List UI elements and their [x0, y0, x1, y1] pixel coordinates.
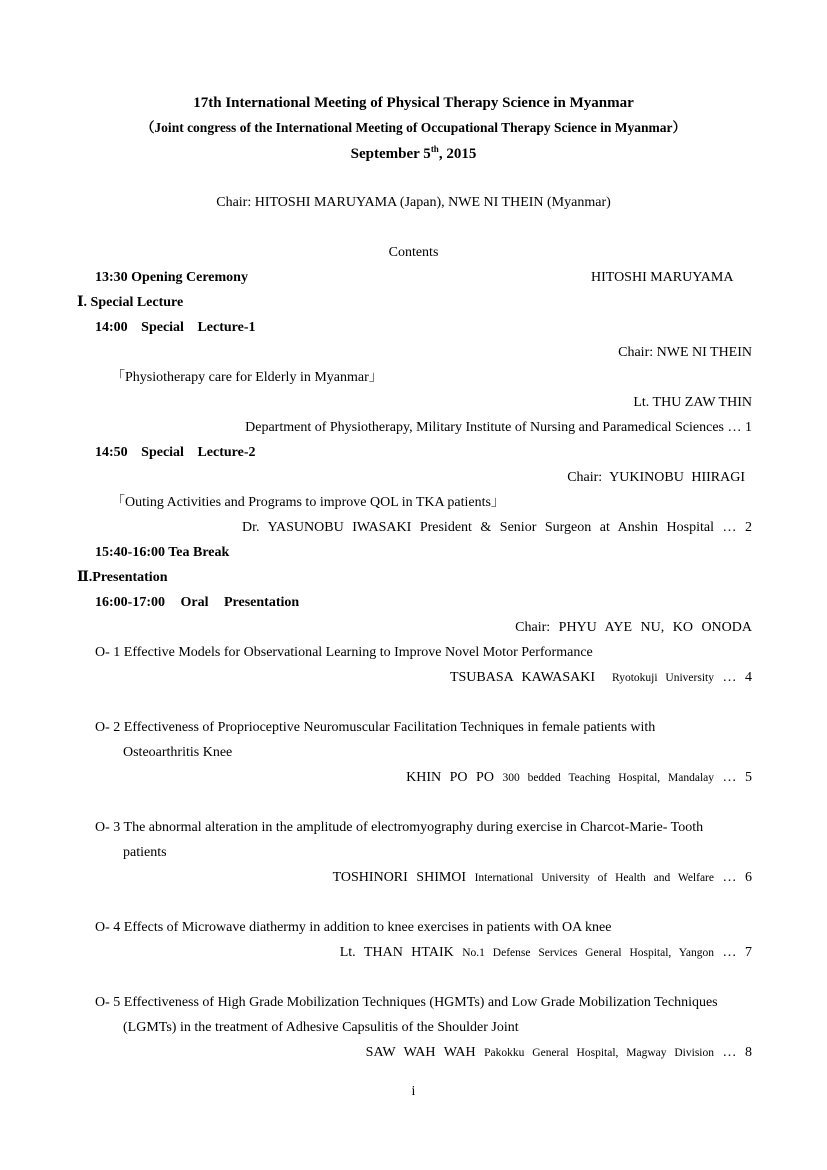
date-suffix: , 2015 — [438, 146, 477, 162]
lecture2-speaker: Dr. YASUNOBU IWASAKI President & Senior Surgeon at Anshin Hospital … 2 — [242, 520, 752, 535]
lecture1-heading: 14:00 Special Lecture‐1 — [95, 320, 256, 335]
oral-chair: Chair: PHYU AYE NU, KO ONODA — [515, 620, 752, 635]
presentation-page: … 5 — [722, 770, 752, 785]
presentation-affiliation: No.1 Defense Services General Hospital, Yangon — [462, 947, 714, 959]
presentation-author-line — [366, 1044, 752, 1062]
presentation-author-line — [340, 944, 752, 962]
section-heading-presentation: Ⅱ.Presentation — [77, 570, 168, 585]
opening-ceremony: 13:30 Opening Ceremony — [95, 270, 248, 285]
date-prefix: September 5 — [350, 146, 431, 162]
lecture2-heading: 14:50 Special Lecture‐2 — [95, 445, 256, 460]
lecture1-speaker: Lt. THU ZAW THIN — [633, 395, 752, 410]
presentation-affiliation: 300 bedded Teaching Hospital, Mandalay — [502, 772, 714, 784]
presentation-title: O- 4 Effects of Microwave diathermy in addition to knee exercises in patients with OA knee — [95, 920, 612, 935]
presentation-author-line — [406, 769, 752, 787]
presentation-title: O- 3 The abnormal alteration in the amplitude of electromyography during exercise in Charcot-Marie- Tooth — [95, 820, 704, 835]
presentation-title-continued: Osteoarthritis Knee — [123, 745, 233, 760]
presentation-affiliation: Pakokku General Hospital, Magway Division — [484, 1047, 714, 1059]
lecture2-chair: Chair: YUKINOBU HIIRAGI — [567, 470, 745, 485]
meeting-chair: Chair: HITOSHI MARUYAMA (Japan), NWE NI THEIN (Myanmar) — [216, 195, 611, 210]
lecture2-title: 「Outing Activities and Programs to improve QOL in TKA patients」 — [111, 495, 505, 510]
presentation-title: O- 2 Effectiveness of Proprioceptive Neuromuscular Facilitation Techniques in female patients with — [95, 720, 656, 735]
lecture1-chair: Chair: NWE NI THEIN — [618, 345, 752, 360]
presentation-page: … 8 — [722, 1045, 752, 1060]
tea-break: 15:40-16:00 Tea Break — [95, 545, 230, 560]
page-title: 17th International Meeting of Physical Therapy Science in Myanmar — [193, 95, 634, 111]
presentation-author: Lt. THAN HTAIK — [339, 945, 454, 960]
presentation-title-continued: (LGMTs) in the treatment of Adhesive Capsulitis of the Shoulder Joint — [123, 1020, 519, 1035]
presentation-author: KHIN PO PO — [406, 770, 494, 785]
oral-presentation-heading: 16:00-17:00 Oral Presentation — [95, 595, 300, 610]
presentation-affiliation: Ryotokuji University — [612, 672, 714, 684]
page-number: i — [411, 1084, 416, 1099]
meeting-date — [0, 145, 827, 163]
presentation-author: SAW WAH WAH — [365, 1045, 476, 1060]
lecture1-title: 「Physiotherapy care for Elderly in Myanmar」 — [111, 370, 383, 385]
presentation-title-continued: patients — [123, 845, 167, 860]
presentation-title: O- 1 Effective Models for Observational Learning to Improve Novel Motor Performance — [95, 645, 593, 660]
section-heading-special-lecture: Ⅰ. Special Lecture — [77, 295, 184, 310]
presentation-page: … 7 — [722, 945, 752, 960]
presentation-author-line — [450, 669, 752, 687]
contents-heading: Contents — [388, 245, 439, 260]
presentation-page: … 6 — [722, 870, 752, 885]
presentation-author: TSUBASA KAWASAKI — [449, 670, 596, 685]
opening-speaker: HITOSHI MARUYAMA — [591, 270, 734, 285]
presentation-page: … 4 — [722, 670, 752, 685]
page-subtitle: （Joint congress of the International Meeting of Occupational Therapy Science in Myanmar） — [140, 120, 687, 135]
presentation-author: TOSHINORI SHIMOI — [332, 870, 467, 885]
lecture1-affiliation: Department of Physiotherapy, Military Institute of Nursing and Paramedical Sciences … 1 — [245, 420, 752, 435]
presentation-author-line — [333, 869, 752, 887]
date-superscript: th — [430, 144, 439, 154]
presentation-title: O- 5 Effectiveness of High Grade Mobilization Techniques (HGMTs) and Low Grade Mobilization Techniques — [95, 995, 718, 1010]
presentation-affiliation: International University of Health and Welfare — [474, 872, 714, 884]
